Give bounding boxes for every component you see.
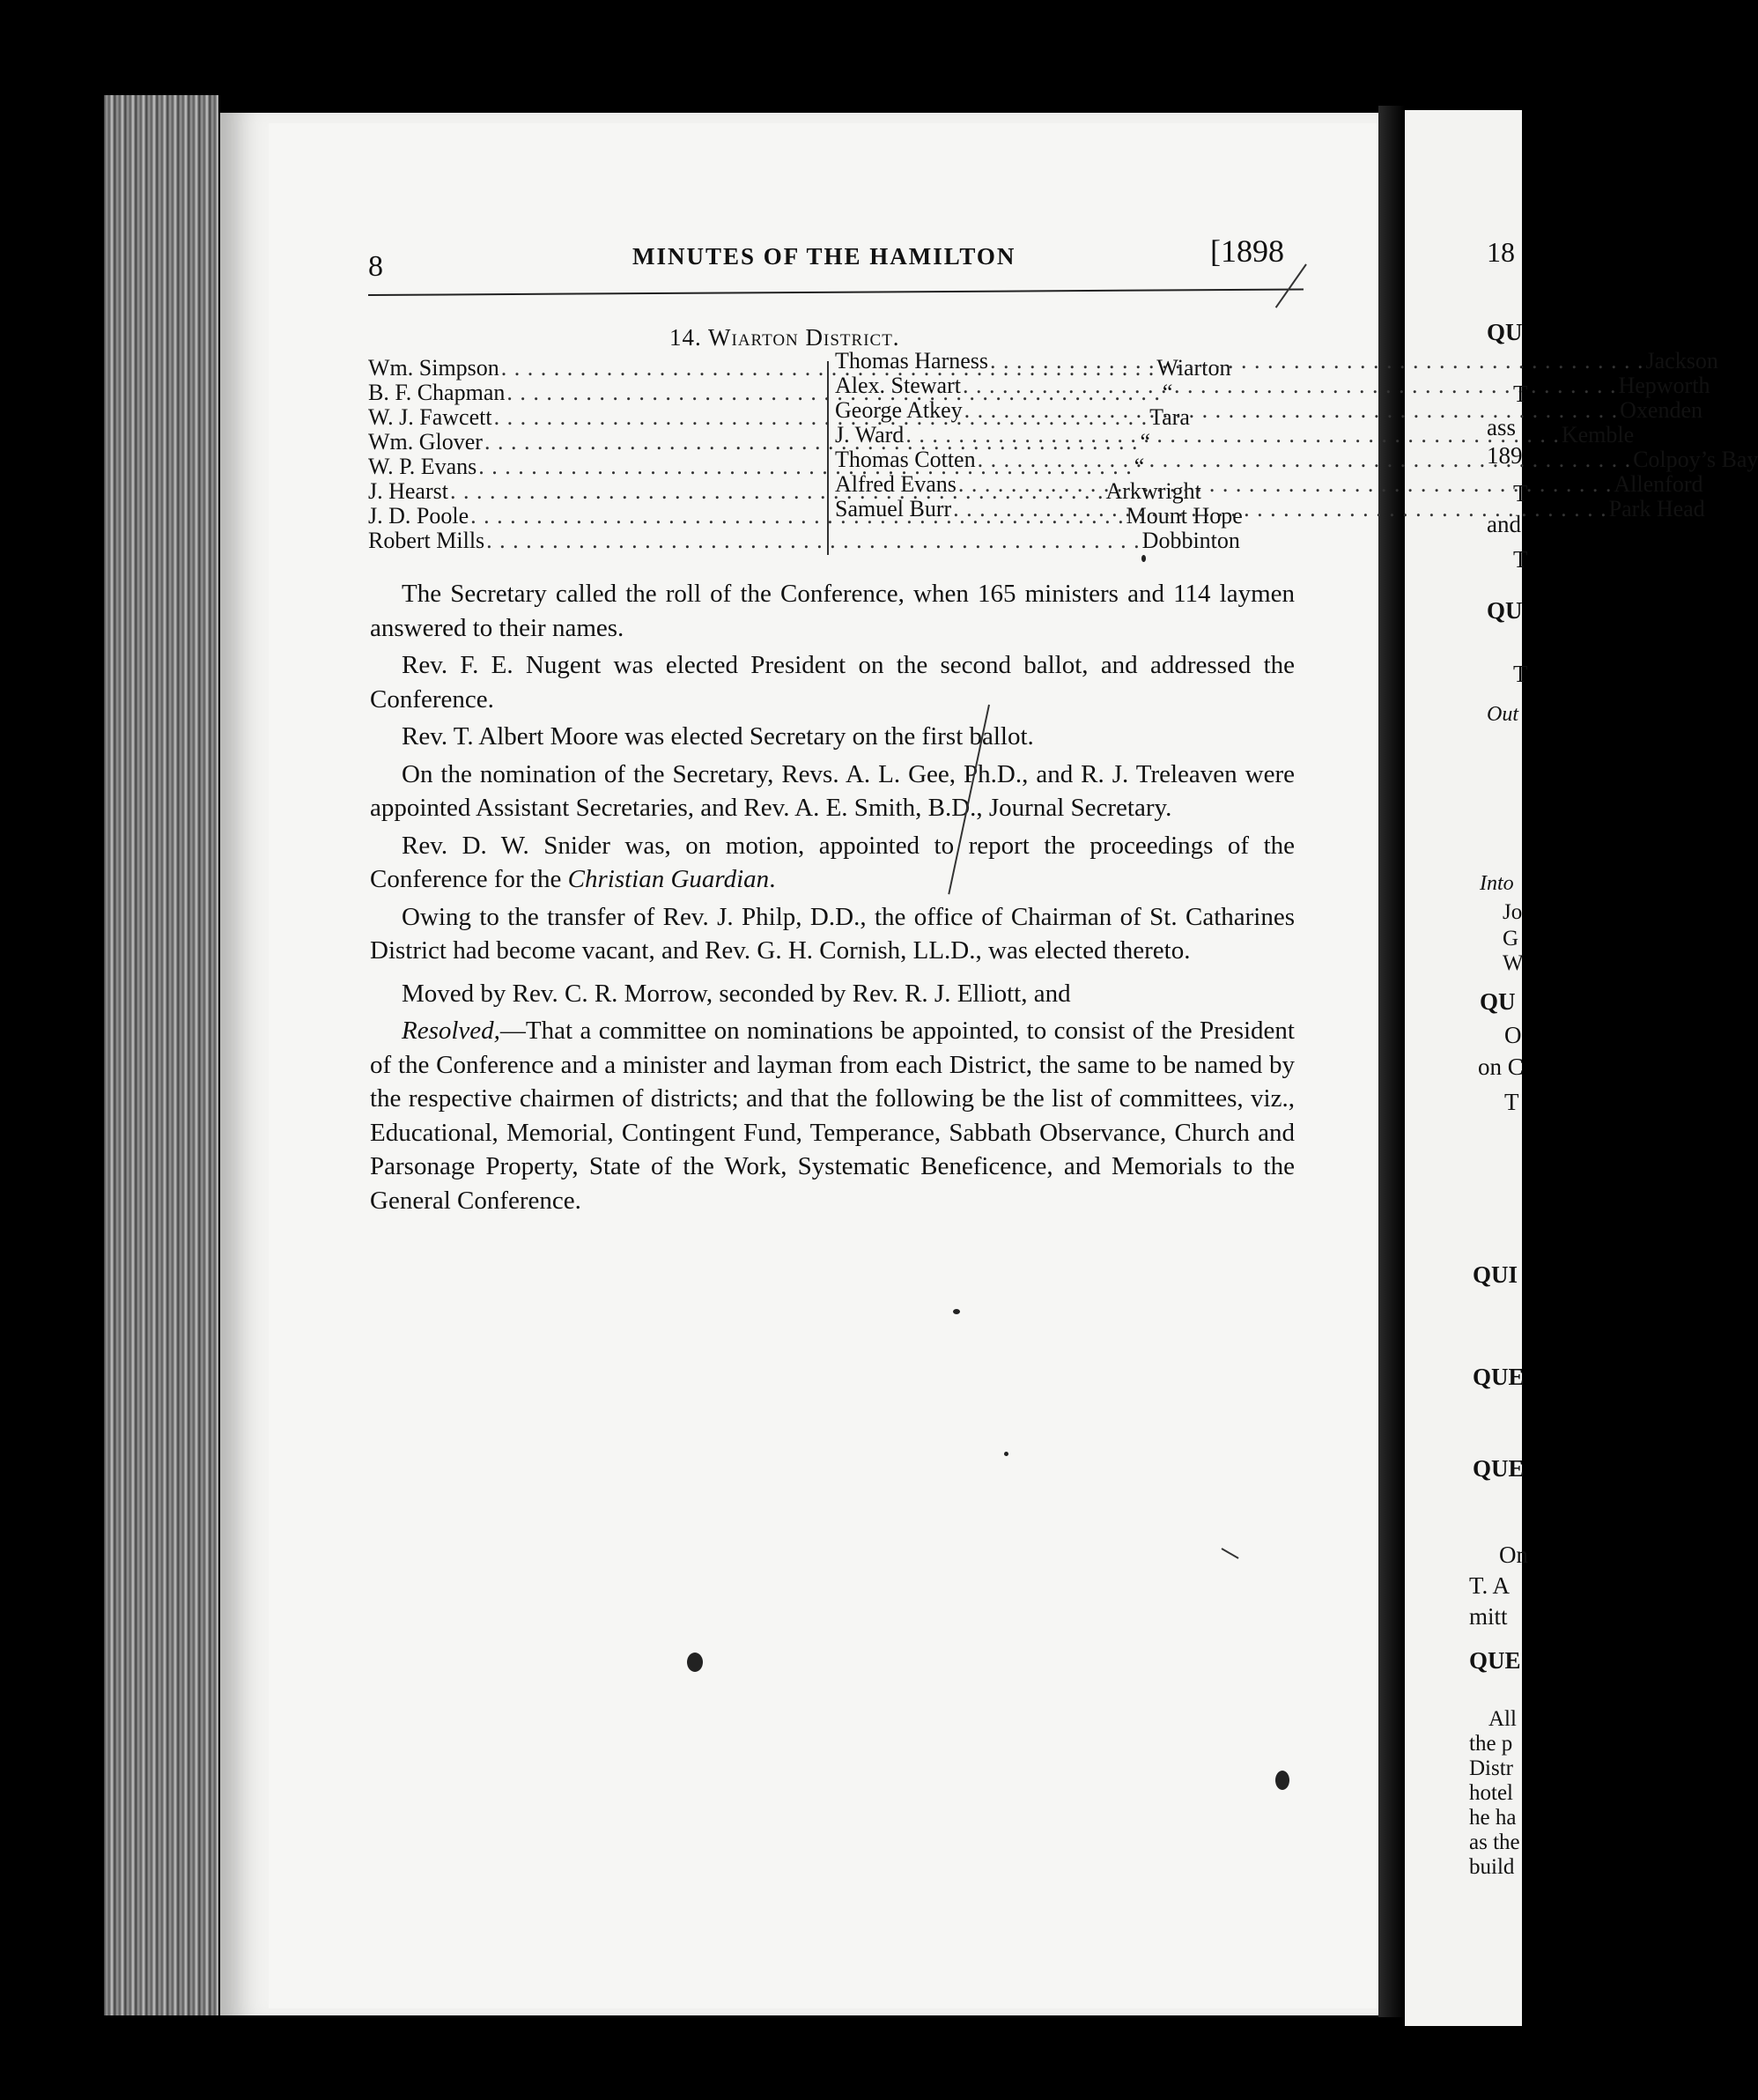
ink-speck	[1004, 1452, 1008, 1456]
facing-page-fragment: build	[1469, 1855, 1515, 1879]
facing-page-fragment: QUI	[1473, 1261, 1518, 1288]
paragraph-reporter	[370, 829, 1295, 897]
facing-page-fragment: Into	[1480, 872, 1514, 895]
facing-page-fragment: and	[1487, 511, 1521, 537]
running-title: MINUTES OF THE HAMILTON	[632, 243, 1016, 270]
facing-page-fragment: QU	[1487, 319, 1523, 345]
facing-page-fragment: T	[1504, 1089, 1519, 1115]
roster-entry	[835, 496, 1705, 521]
facing-page-fragment: O	[1504, 1022, 1522, 1048]
minister-name: B. F. Chapman	[368, 380, 506, 405]
leader-dots	[990, 349, 1644, 373]
station-name: Allenford	[1614, 471, 1703, 497]
facing-page-fragment: Jo	[1503, 900, 1523, 924]
facing-page-fragment: T. A	[1469, 1572, 1510, 1599]
facing-page-fragment: he ha	[1469, 1806, 1517, 1830]
facing-page-fragment: 18	[1487, 236, 1515, 268]
paragraph-resolution	[370, 1014, 1295, 1217]
minister-name: George Atkey	[835, 397, 963, 423]
station-name: “	[1134, 454, 1145, 479]
minister-name: Alfred Evans	[835, 471, 957, 497]
resolved-label: Resolved,	[402, 1017, 500, 1045]
facing-page-fragment: Out	[1487, 703, 1518, 726]
facing-page-fragment: QUE	[1473, 1364, 1525, 1390]
facing-page-fragment: T	[1513, 381, 1528, 407]
roster-entry	[835, 397, 1703, 423]
facing-page-fragment: T	[1513, 480, 1528, 507]
resolution-text: —That a committee on nominations be appointed, to consist of the President of the Conference and a minister and layman from each District, the same to be named by the respective chairmen of districts; and that the following be the list of committees, viz., Educational, Memorial, Contingent Fund, Temperance, Sabbath Observance, Church and Parsonage Property, State of the Work, Systematic Beneficence, and Memorials to the General Conference.	[370, 1017, 1295, 1215]
facing-page-fragment: T	[1513, 661, 1528, 687]
ink-speck	[687, 1653, 703, 1672]
facing-page-fragment: 189	[1487, 442, 1523, 469]
paragraph-secretary: Rev. T. Albert Moore was elected Secretary on the first ballot.	[402, 722, 1034, 751]
district-heading: 14. Wiarton District.	[669, 324, 900, 351]
facing-page-fragment: ass	[1487, 414, 1516, 440]
roster-entry	[835, 373, 1710, 398]
newspaper-title: Christian Guardian	[567, 865, 770, 893]
minister-name: Samuel Burr	[835, 496, 952, 521]
facing-page-fragment: QU	[1480, 988, 1516, 1015]
minister-name: Wm. Glover	[368, 429, 483, 455]
facing-page-fragment: Distr	[1469, 1756, 1513, 1780]
facing-page-fragment: on C	[1478, 1054, 1524, 1080]
ink-speck	[953, 1309, 960, 1314]
facing-page-fragment: hotel	[1469, 1781, 1513, 1805]
station-name: Jackson	[1645, 348, 1718, 373]
leader-dots	[905, 423, 1560, 447]
ink-speck	[1141, 555, 1146, 562]
paragraph-president: Rev. F. E. Nugent was elected President on the second ballot, and addressed the Conference.	[370, 651, 1295, 714]
minister-name: Wm. Simpson	[368, 355, 499, 381]
minister-name: J. Hearst	[368, 478, 448, 504]
running-header	[368, 233, 1293, 283]
paragraph-reporter-end: .	[769, 865, 776, 893]
facing-page-fragment: G	[1503, 927, 1519, 950]
station-name: “	[1140, 429, 1151, 455]
ink-speck	[1275, 1771, 1289, 1790]
station-name: Arkwright	[1105, 478, 1201, 504]
minister-name: W. P. Evans	[368, 454, 477, 479]
station-name: Hepworth	[1618, 373, 1710, 398]
station-name: Tara	[1149, 404, 1190, 430]
station-name: “	[1162, 380, 1173, 405]
facing-page-fragment: QUE	[1473, 1455, 1525, 1482]
facing-page-fragment: On	[1499, 1542, 1528, 1568]
paragraph-chairman: Owing to the transfer of Rev. J. Philp, D.D., the office of Chairman of St. Catharines District had become vacant, and Rev. G. H. Cornish, LL.D., was elected thereto.	[370, 902, 1295, 965]
page-number: 8	[368, 250, 383, 283]
station-name: Park Head	[1608, 496, 1705, 521]
station-name: Oxenden	[1620, 397, 1703, 423]
minister-name: W. J. Fawcett	[368, 404, 492, 430]
minutes-body	[370, 577, 1295, 1221]
facing-page-fragment: QUE	[1469, 1647, 1521, 1674]
paragraph-motion: Moved by Rev. C. R. Morrow, seconded by Rev. R. J. Elliott, and	[402, 979, 1071, 1008]
year-label: [1898	[1210, 233, 1284, 269]
facing-page-fragment: QU	[1487, 597, 1523, 624]
facing-page-fragment: as the	[1469, 1830, 1520, 1854]
paragraph-reporter-text: Rev. D. W. Snider was, on motion, appointed to report the proceedings of the Conference for the	[370, 831, 1295, 893]
facing-page-fragment: mitt	[1469, 1603, 1508, 1630]
facing-page-fragment: the p	[1469, 1732, 1513, 1756]
roster-entry	[368, 528, 1240, 553]
column-divider	[827, 361, 829, 555]
facing-page-fragment: T	[1513, 546, 1528, 573]
roster-entry	[835, 471, 1703, 497]
minister-name: Thomas Cotten	[835, 447, 976, 472]
minister-name: Robert Mills	[368, 528, 485, 553]
minister-name: J. D. Poole	[368, 503, 469, 529]
station-name: Kemble	[1561, 422, 1635, 447]
station-name: Colpoy’s Bay	[1633, 447, 1758, 472]
facing-page-fragment: W	[1503, 951, 1524, 975]
minister-name: Alex. Stewart	[835, 373, 961, 398]
minister-name: Thomas Harness	[835, 348, 989, 373]
paragraph-assistant-secretaries: On the nomination of the Secretary, Revs. A. L. Gee, Ph.D., and R. J. Treleaven were appointed Assistant Secretaries, and Rev. A. E. Smith, B.D., Journal Secretary.	[370, 759, 1295, 822]
minister-name: J. Ward	[835, 422, 905, 447]
facing-page-fragment: All	[1488, 1707, 1517, 1731]
station-name: Mount Hope	[1126, 503, 1243, 529]
book-page-edges	[104, 95, 218, 2015]
leader-dots	[978, 447, 1632, 472]
station-name: Wiarton	[1156, 355, 1231, 381]
station-name: Dobbinton	[1141, 528, 1240, 553]
leader-dots	[486, 529, 1141, 553]
paragraph-roll-call: The Secretary called the roll of the Conference, when 165 ministers and 114 laymen answered to their names.	[370, 580, 1295, 642]
roster-entry	[835, 348, 1718, 373]
